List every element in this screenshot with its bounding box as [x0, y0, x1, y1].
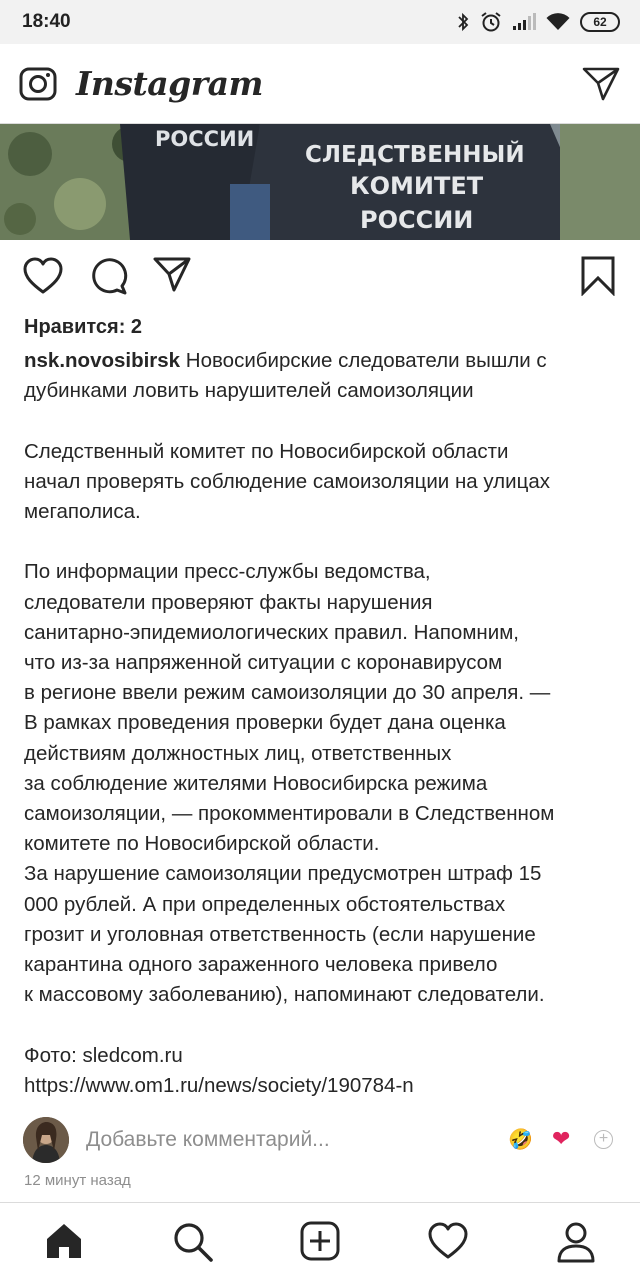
post-image[interactable]: [0, 124, 640, 240]
activity-icon[interactable]: [427, 1221, 469, 1261]
caption-line-14: за соблюдение жителями Новосибирска режима: [24, 771, 488, 795]
app-header: [0, 44, 640, 124]
caption-line-15: самоизоляции, — прокомментировали в Следственном: [24, 802, 555, 826]
status-icons: [456, 10, 620, 34]
post-actions: [0, 250, 640, 306]
caption-line-9: санитарно-эпидемиологических правил. Напомним,: [24, 620, 519, 644]
status-time: 18:40: [22, 11, 71, 32]
image-text-line2: КОМИТЕТ: [350, 172, 484, 200]
image-text-left: РОССИИ: [155, 127, 255, 151]
app-logo: Instagram: [76, 64, 263, 103]
caption-line-1: дубинками ловить нарушителей самоизоляции: [24, 379, 474, 403]
save-bookmark-icon[interactable]: [580, 256, 616, 296]
wifi-icon: [546, 13, 570, 31]
bottom-navigation: [0, 1202, 640, 1280]
image-text-line3: РОССИИ: [360, 206, 474, 234]
add-reaction-icon[interactable]: +: [594, 1130, 613, 1149]
post-photo: [0, 124, 640, 240]
signal-icon: [512, 13, 536, 31]
status-bar: [0, 0, 640, 44]
profile-icon[interactable]: [556, 1221, 596, 1263]
caption-line-8: следователи проверяют факты нарушения: [24, 590, 433, 614]
caption-link[interactable]: https://www.om1.ru/news/society/190784-n: [24, 1073, 414, 1097]
caption-line-20: карантина одного зараженного человека привело: [24, 953, 498, 977]
reaction-heart-emoji[interactable]: ❤: [552, 1126, 571, 1151]
caption-line-16: комитете по Новосибирской области.: [24, 832, 380, 856]
post-timestamp: 12 минут назад: [24, 1172, 131, 1189]
caption-line-4: начал проверять соблюдение самоизоляции на улицах: [24, 469, 550, 493]
new-post-icon[interactable]: [300, 1221, 340, 1261]
reaction-laugh-emoji[interactable]: 🤣: [508, 1129, 533, 1151]
caption-line-17: За нарушение самоизоляции предусмотрен штраф 15: [24, 862, 542, 886]
search-icon[interactable]: [172, 1221, 214, 1263]
share-icon[interactable]: [152, 256, 192, 294]
avatar[interactable]: [23, 1117, 69, 1163]
caption-photo-credit: Фото: sledcom.ru: [24, 1043, 183, 1067]
battery-icon: 62: [580, 12, 620, 32]
likes-count[interactable]: Нравится: 2: [24, 316, 143, 338]
comment-row: [0, 1115, 640, 1167]
post-username[interactable]: nsk.novosibirsk: [24, 349, 181, 372]
caption-line-12: В рамках проведения проверки будет дана оценка: [24, 711, 506, 735]
caption-line-21: к массовому заболеванию), напоминают следователи.: [24, 983, 545, 1007]
bluetooth-icon: [456, 12, 470, 32]
caption-line-0: nsk.novosibirsk Новосибирские следователи вышли с: [24, 349, 547, 372]
comment-icon[interactable]: [88, 256, 128, 296]
comment-input[interactable]: Добавьте комментарий...: [86, 1128, 330, 1151]
caption-line-10: что из-за напряженной ситуации с коронавирусом: [24, 651, 503, 674]
like-heart-icon[interactable]: [22, 256, 64, 296]
home-icon[interactable]: [44, 1221, 84, 1261]
alarm-icon: [480, 11, 502, 33]
caption-line-3: Следственный комитет по Новосибирской области: [24, 439, 509, 463]
caption-line-7: По информации пресс-службы ведомства,: [24, 560, 431, 584]
direct-message-icon[interactable]: [582, 66, 620, 102]
image-text-line1: СЛЕДСТВЕННЫЙ: [305, 142, 525, 168]
post-caption: [24, 346, 624, 1101]
caption-line-5: мегаполиса.: [24, 500, 141, 523]
camera-icon[interactable]: [18, 64, 58, 104]
caption-line-18: 000 рублей. А при определенных обстоятельствах: [24, 892, 506, 916]
caption-line-11: в регионе ввели режим самоизоляции до 30 апреля. —: [24, 681, 551, 705]
caption-line-13: действиям должностных лиц, ответственных: [24, 741, 452, 765]
caption-line-19: грозит и уголовная ответственность (если нарушение: [24, 922, 536, 946]
